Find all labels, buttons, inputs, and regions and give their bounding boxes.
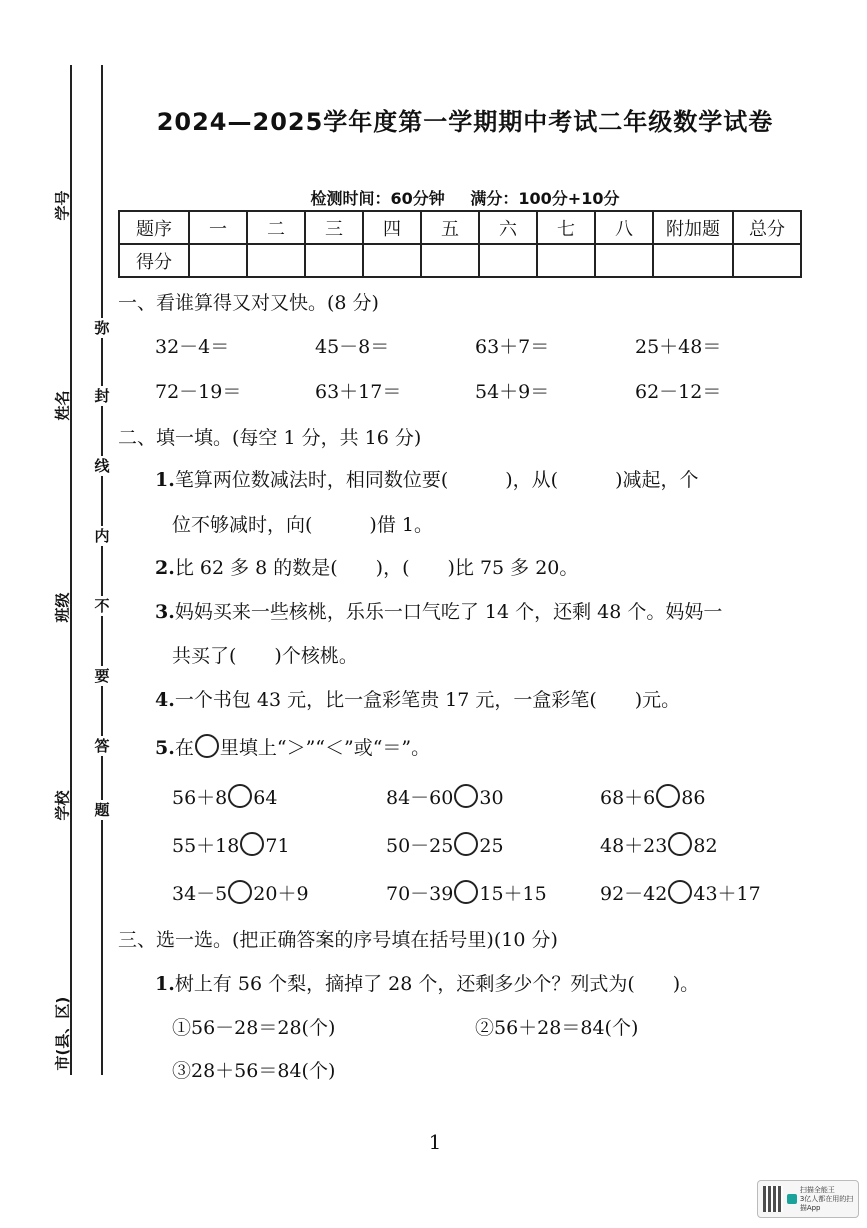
compare-row [172,783,814,810]
question-number: 2. [155,557,175,579]
score-table-header-row [119,211,801,244]
answer-circle[interactable] [668,832,692,856]
table-header-cell: 总分 [733,211,801,244]
table-header-cell: 三 [305,211,363,244]
question-2-1 [155,465,699,492]
compare-left: 84－60 [386,787,454,809]
compare-left: 56＋8 [172,787,228,809]
label-student-id: 学号 [53,190,72,221]
seal-char: 封 [92,386,112,406]
seal-char: 答 [92,736,112,756]
compare-item [600,783,814,810]
question-2-3-cont: 共买了( )个核桃。 [172,645,358,667]
answer-circle[interactable] [454,880,478,904]
score-cell[interactable] [537,244,595,277]
question-number: 1. [155,973,175,995]
seal-char: 内 [92,526,112,546]
table-header-cell: 四 [363,211,421,244]
calc-item: 45－8＝ [315,336,390,358]
exam-full-score: 满分：100分+10分 [470,189,620,208]
compare-left: 55＋18 [172,835,240,857]
compare-left: 70－39 [386,883,454,905]
compare-right: 15＋15 [479,883,547,905]
seal-char: 不 [92,596,112,616]
score-cell[interactable] [189,244,247,277]
table-header-cell: 二 [247,211,305,244]
qr-code-icon [763,1186,783,1212]
score-cell[interactable] [653,244,733,277]
score-table-score-row [119,244,801,277]
compare-left: 50－25 [386,835,454,857]
compare-left: 48＋23 [600,835,668,857]
answer-circle[interactable] [228,880,252,904]
section-2-heading: 二、填一填。(每空 1 分，共 16 分) [118,427,422,449]
scanner-watermark [757,1180,859,1218]
table-header-cell: 五 [421,211,479,244]
score-cell[interactable] [421,244,479,277]
section-1-heading: 一、看谁算得又对又快。(8 分) [118,292,379,314]
calc-row [155,332,795,359]
calc-item: 54＋9＝ [475,381,550,403]
watermark-text [800,1186,858,1213]
calc-row [155,377,795,404]
score-cell[interactable] [363,244,421,277]
label-class: 班级 [53,592,72,623]
question-number: 1. [155,469,175,491]
table-header-cell: 附加题 [653,211,733,244]
answer-circle[interactable] [454,832,478,856]
watermark-subtitle: 3亿人都在用的扫描App [799,1194,854,1212]
compare-item [386,783,600,810]
answer-circle[interactable] [668,880,692,904]
label-school: 学校 [53,790,72,821]
score-cell[interactable] [247,244,305,277]
score-cell[interactable] [595,244,653,277]
answer-circle[interactable] [656,784,680,808]
question-text: 里填上“＞”“＜”或“＝”。 [219,737,431,759]
seal-char: 要 [92,666,112,686]
page-number: 1 [428,1130,442,1154]
compare-right: 30 [479,787,504,809]
table-row-label: 得分 [119,244,189,277]
question-2-1-cont: 位不够减时，向( )借 1。 [172,514,433,536]
question-2-3 [155,597,722,624]
seal-char: 线 [92,456,112,476]
question-text: 笔算两位数减法时，相同数位要( )，从( )减起，个 [174,469,699,491]
compare-item [600,831,814,858]
compare-item [172,879,386,906]
question-number: 4. [155,689,175,711]
score-cell[interactable] [305,244,363,277]
calc-item: 32－4＝ [155,336,230,358]
question-2-2 [155,553,578,580]
compare-left: 68＋6 [600,787,656,809]
circle-icon [195,734,219,758]
table-header-cell: 七 [537,211,595,244]
table-header-cell: 八 [595,211,653,244]
table-header-cell: 六 [479,211,537,244]
option-1: ①56－28＝28(个) [172,1017,336,1039]
question-text: 比 62 多 8 的数是( )，( )比 75 多 20。 [174,557,579,579]
margin-line-right [101,65,103,1075]
option-2: ②56＋28＝84(个) [475,1017,639,1039]
question-text: 在 [174,737,194,759]
exam-meta [120,186,810,209]
answer-circle[interactable] [454,784,478,808]
compare-right: 64 [253,787,278,809]
question-2-4 [155,685,680,712]
question-text: 妈妈买来一些核桃，乐乐一口气吃了 14 个，还剩 48 个。妈妈一 [174,601,723,623]
page-title: 2024—2025学年度第一学期期中考试二年级数学试卷 [156,108,774,136]
compare-right: 82 [693,835,718,857]
watermark-title: 扫描全能王 [799,1185,835,1194]
calc-item: 63＋7＝ [475,336,550,358]
compare-right: 71 [265,835,290,857]
label-name: 姓名 [53,390,72,421]
score-table [118,210,802,278]
score-cell[interactable] [733,244,801,277]
question-number: 3. [155,601,175,623]
table-header-cell: 一 [189,211,247,244]
answer-circle[interactable] [228,784,252,808]
label-district: 市(县、区) [53,996,72,1071]
compare-left: 92－42 [600,883,668,905]
question-2-5 [155,733,430,760]
calc-item: 63＋17＝ [315,381,402,403]
compare-left: 34－5 [172,883,228,905]
compare-right: 20＋9 [253,883,309,905]
calc-item: 62－12＝ [635,381,722,403]
seal-char: 题 [92,800,112,820]
calc-item: 25＋48＝ [635,336,722,358]
compare-right: 86 [681,787,706,809]
compare-right: 25 [479,835,504,857]
compare-item [386,831,600,858]
compare-item [600,879,814,906]
compare-row [172,831,814,858]
calc-item: 72－19＝ [155,381,242,403]
question-number: 5. [155,737,175,759]
question-text: 树上有 56 个梨，摘掉了 28 个，还剩多少个？列式为( )。 [174,973,700,995]
question-text: 一个书包 43 元，比一盒彩笔贵 17 元，一盒彩笔( )元。 [174,689,681,711]
score-cell[interactable] [479,244,537,277]
compare-item [386,879,600,906]
table-header-cell: 题序 [119,211,189,244]
option-3: ③28＋56＝84(个) [172,1060,336,1082]
answer-circle[interactable] [240,832,264,856]
compare-row [172,879,814,906]
section-3-heading: 三、选一选。(把正确答案的序号填在括号里)(10 分) [118,929,558,951]
exam-time: 检测时间：60分钟 [310,189,445,208]
question-3-1 [155,969,699,996]
seal-char: 弥 [92,318,112,338]
compare-right: 43＋17 [693,883,761,905]
compare-item [172,831,386,858]
scanner-logo-icon [787,1194,796,1204]
compare-item [172,783,386,810]
